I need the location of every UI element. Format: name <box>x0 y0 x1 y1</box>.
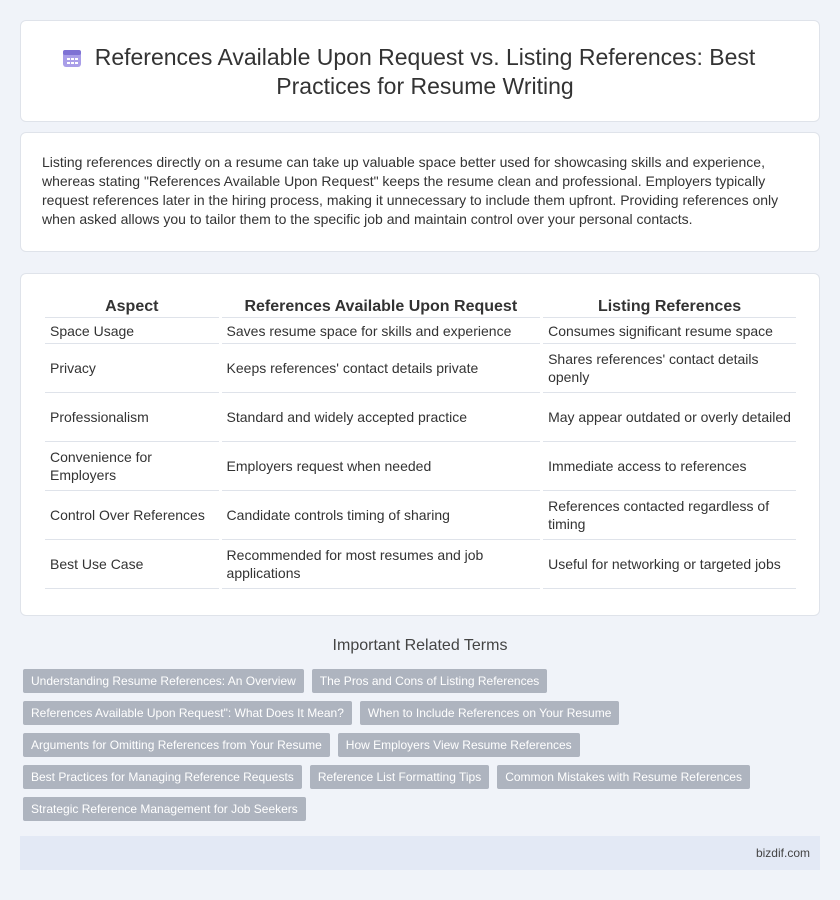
related-term-link[interactable]: Strategic Reference Management for Job Seekers <box>23 797 306 821</box>
table-cell: Saves resume space for skills and experience <box>222 318 541 344</box>
column-header-upon-request: References Available Upon Request <box>222 296 541 318</box>
table-cell: Shares references' contact details openly <box>543 344 796 393</box>
column-header-listing: Listing References <box>543 296 796 318</box>
table-row <box>45 393 796 442</box>
table-row <box>45 318 796 344</box>
related-term-link[interactable]: When to Include References on Your Resume <box>360 701 619 725</box>
related-term-link[interactable]: Reference List Formatting Tips <box>310 765 489 789</box>
footer <box>20 836 820 870</box>
page-title: References Available Upon Request vs. Listing References: Best Practices for Resume Writing <box>94 44 756 99</box>
comparison-card <box>20 273 820 616</box>
intro-card <box>20 132 820 252</box>
tag-row <box>23 669 783 693</box>
intro-paragraph: Listing references directly on a resume can take up valuable space better used for showcasing skills and experience, whereas stating "References Available Upon Request" keeps the resume clean and professional. Employers typically request references later in the hiring process, making it unnecessary to include them upfront. Providing references only when asked allows you to tailor them to the specific job and maintain control over your personal contacts. <box>42 154 779 227</box>
table-row <box>45 540 796 589</box>
tag-row <box>23 797 783 821</box>
tag-row <box>23 733 783 757</box>
table-cell: Consumes significant resume space <box>543 318 796 344</box>
related-terms-heading: Important Related Terms <box>332 637 508 654</box>
table-cell: Privacy <box>45 344 219 393</box>
tag-row <box>23 701 783 725</box>
related-term-link[interactable]: Best Practices for Managing Reference Requests <box>23 765 302 789</box>
table-row <box>45 344 796 393</box>
column-header-aspect: Aspect <box>45 296 219 318</box>
comparison-table <box>42 296 799 589</box>
table-cell: Recommended for most resumes and job applications <box>222 540 541 589</box>
table-row <box>45 442 796 491</box>
related-term-link[interactable]: How Employers View Resume References <box>338 733 580 757</box>
table-cell: May appear outdated or overly detailed <box>543 393 796 442</box>
table-cell: Immediate access to references <box>543 442 796 491</box>
related-term-link[interactable]: Understanding Resume References: An Overview <box>23 669 304 693</box>
table-cell: Keeps references' contact details private <box>222 344 541 393</box>
footer-site-link[interactable]: bizdif.com <box>755 846 810 860</box>
table-cell: Standard and widely accepted practice <box>222 393 541 442</box>
related-term-link[interactable]: Common Mistakes with Resume References <box>497 765 750 789</box>
table-cell: Candidate controls timing of sharing <box>222 491 541 540</box>
table-row <box>45 491 796 540</box>
table-cell: Employers request when needed <box>222 442 541 491</box>
table-cell: References contacted regardless of timing <box>543 491 796 540</box>
table-cell: Space Usage <box>45 318 219 344</box>
related-term-link[interactable]: References Available Upon Request": What Does It Mean? <box>23 701 352 725</box>
related-term-link[interactable]: The Pros and Cons of Listing References <box>312 669 547 693</box>
table-cell: Best Use Case <box>45 540 219 589</box>
table-header-row <box>45 296 796 318</box>
table-cell: Convenience for Employers <box>45 442 219 491</box>
header-card <box>20 20 820 122</box>
table-cell: Useful for networking or targeted jobs <box>543 540 796 589</box>
table-cell: Control Over References <box>45 491 219 540</box>
tag-row <box>23 765 783 789</box>
related-terms-list <box>23 669 783 829</box>
related-term-link[interactable]: Arguments for Omitting References from Your Resume <box>23 733 330 757</box>
table-cell: Professionalism <box>45 393 219 442</box>
